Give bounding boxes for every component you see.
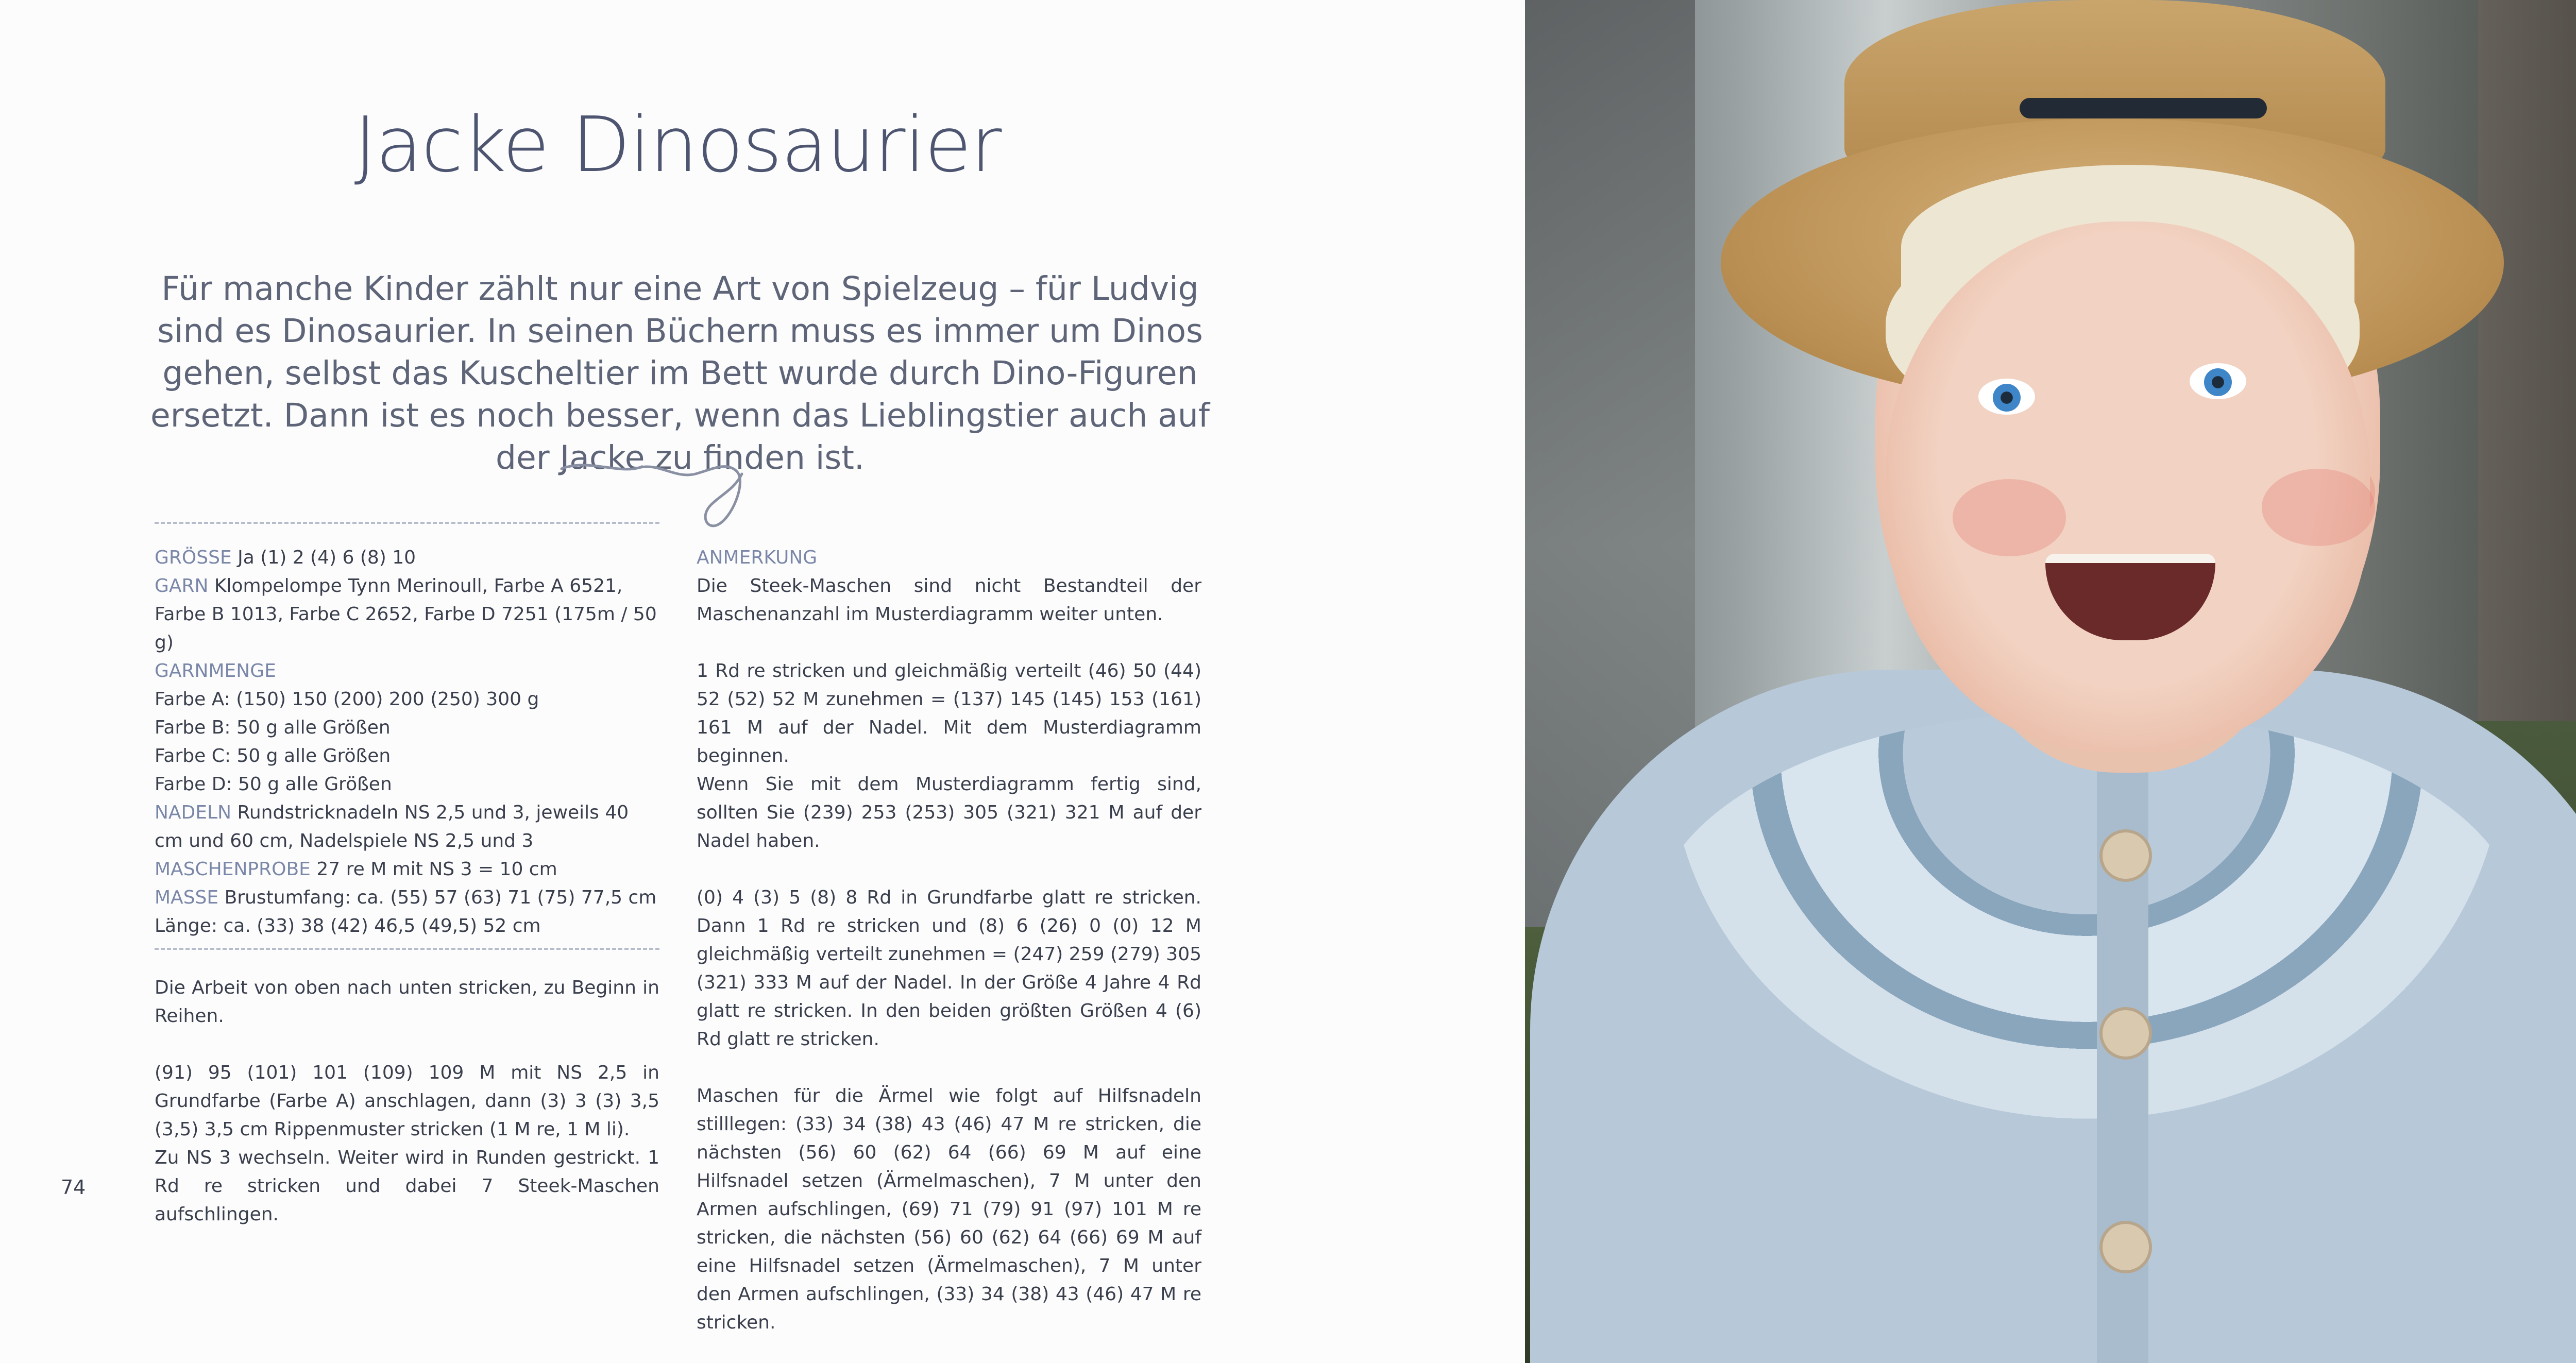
value-farbe-c: Farbe C: 50 g alle Größen [155,745,391,766]
value-farbe-a: Farbe A: (150) 150 (200) 200 (250) 300 g [155,689,539,710]
sweater-button-icon [2099,1221,2152,1273]
value-laenge: Länge: ca. (33) 38 (42) 46,5 (49,5) 52 cm [155,915,541,936]
swirl-ornament-icon [556,458,752,536]
instruction-right-4: Maschen für die Ärmel wie folgt auf Hilfsnadeln stilllegen: (33) 34 (38) 43 (46) 47 M re stricken, die nächsten (56) 60 (62) 64 (66) 69 M auf eine Hilfsnadel setzen (Ärmelmaschen), 7 M unter den Armen aufschlingen, (69) 71 (79) 91 (97) 101 M re stricken, die nächsten (56) 60 (62) 64 (66) 69 M auf eine Hilfsnadel setzen (Ärmelmaschen), 7 M unter den Armen aufschlingen, (33) 34 (38) 43 (46) 47 M re stricken. [697,1085,1201,1333]
sweater-button-icon [2099,1007,2152,1060]
specs-block [155,543,659,940]
sweater-yoke-pattern [1654,711,2519,1133]
value-maschenprobe: 27 re M mit NS 3 = 10 cm [310,859,557,880]
instruction-left-3: Zu NS 3 wechseln. Weiter wird in Runden gestrickt. 1 Rd re stricken und dabei 7 Steek-Maschen aufschlingen. [155,1147,659,1225]
instruction-right-3: (0) 4 (3) 5 (8) 8 Rd in Grundfarbe glatt re stricken. Dann 1 Rd re stricken und (8) 6 (26) 0 (0) 12 M gleichmäßig verteilt zunehmen = (247) 259 (279) 305 (321) 333 M auf der Nadel. In der Größe 4 Jahre 4 Rd glatt re stricken. In den beiden größten Größen 4 (6) Rd glatt re stricken. [697,887,1201,1050]
page-title: Jacke Dinosaurier [354,100,1001,189]
page-number: 74 [61,1176,86,1199]
label-groesse: GRÖSSE [155,547,232,568]
instructions-right [697,543,1201,1337]
value-farbe-d: Farbe D: 50 g alle Größen [155,774,392,795]
instruction-right-2: Wenn Sie mit dem Musterdiagramm fertig sind, sollten Sie (239) 253 (253) 305 (321) 321 M auf der Nadel haben. [697,774,1201,851]
label-maschenprobe: MASCHENPROBE [155,859,311,880]
value-farbe-b: Farbe B: 50 g alle Größen [155,717,391,738]
label-garn: GARN [155,575,209,597]
instruction-right-1: 1 Rd re stricken und gleichmäßig verteilt (46) 50 (44) 52 (52) 52 M zunehmen = (137) 145 (145) 153 (161) 161 M auf der Nadel. Mit dem Musterdiagramm beginnen. [697,660,1201,766]
value-nadeln: Rundstricknadeln NS 2,5 und 3, jeweils 40 cm und 60 cm, Nadelspiele NS 2,5 und 3 [155,802,629,851]
anmerkung-text: Die Steek-Maschen sind nicht Bestandteil der Maschenanzahl im Musterdiagramm weiter unten. [697,575,1201,625]
intro-paragraph: Für manche Kinder zählt nur eine Art von Spielzeug – für Ludvig sind es Dinosaurier. In seinen Büchern muss es immer um Dinos gehen, selbst das Kuscheltier im Bett wurde durch Dino-Figuren ersetzt. Dann ist es noch besser, wenn das Lieblingstier auch auf der Jacke zu finden ist. [150,270,1210,476]
label-nadeln: NADELN [155,802,232,823]
label-garnmenge: GARNMENGE [155,660,276,682]
label-anmerkung: ANMERKUNG [697,547,818,568]
photo-boy-in-sweater [1525,0,2576,1363]
value-groesse: Ja (1) 2 (4) 6 (8) 10 [231,547,416,568]
instructions-left [155,974,659,1229]
divider-top [155,522,659,524]
value-masse: Brustumfang: ca. (55) 57 (63) 71 (75) 77,5 cm [218,887,657,908]
label-masse: MASSE [155,887,219,908]
divider-middle [155,948,659,950]
value-garn: Klompelompe Tynn Merinoull, Farbe A 6521, Farbe B 1013, Farbe C 2652, Farbe D 7251 (175m / 50 g) [155,575,657,653]
instruction-left-2: (91) 95 (101) 101 (109) 109 M mit NS 2,5 in Grundfarbe (Farbe A) anschlagen, dann (3) 3 (3) 3,5 (3,5) 3,5 cm Rippenmuster stricken (1 M re, 1 M li). [155,1062,659,1140]
hat-band [2020,98,2267,118]
sweater-button-icon [2099,829,2152,882]
instruction-left-1: Die Arbeit von oben nach unten stricken, zu Beginn in Reihen. [155,977,659,1027]
